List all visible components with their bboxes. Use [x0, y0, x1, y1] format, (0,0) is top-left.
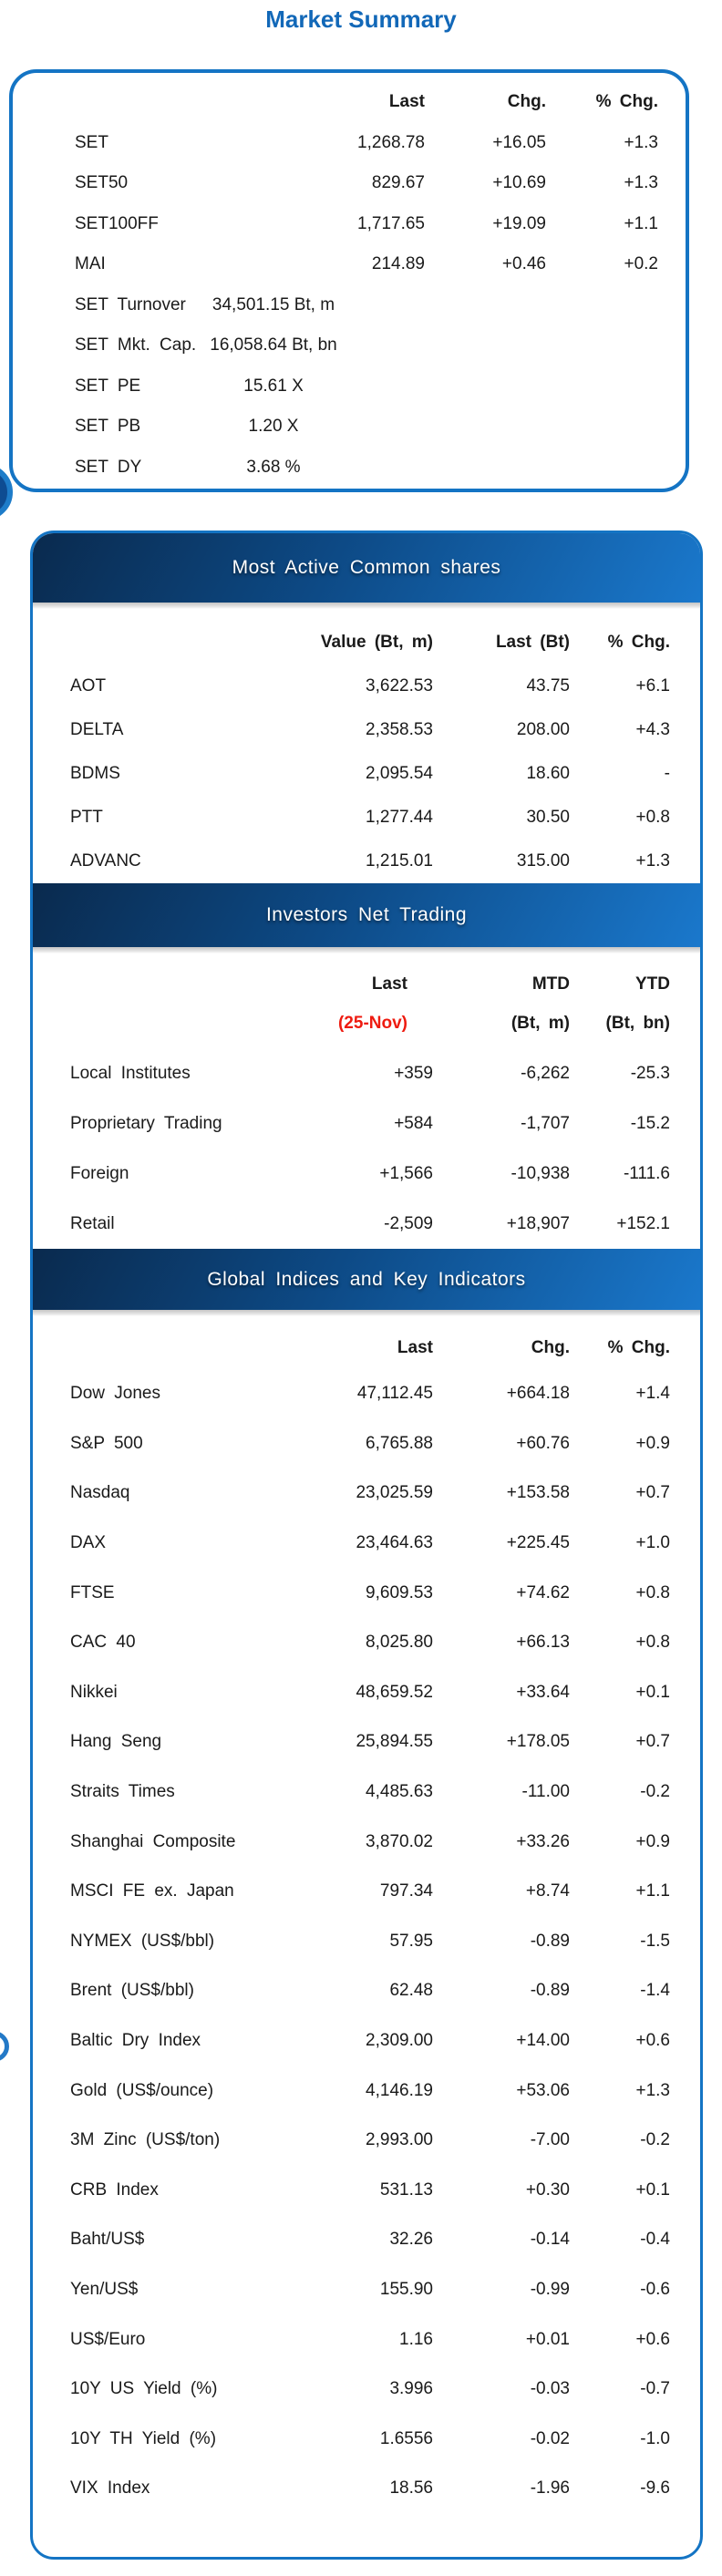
column-header-pct: % Chg. [607, 633, 670, 652]
row-label: Proprietary Trading [70, 1113, 222, 1133]
cell-last: 214.89 [371, 254, 425, 274]
row-label: Foreign [70, 1163, 129, 1183]
cell-last: 797.34 [379, 1881, 433, 1901]
column-header-mtd: MTD [531, 974, 570, 994]
cell-pct: +1.3 [624, 132, 658, 152]
cell-last: 155.90 [379, 2279, 433, 2299]
cell-value: 3,622.53 [366, 676, 433, 696]
cell-value: 16,058.64 Bt, bn [210, 335, 337, 355]
row-label: Gold (US$/ounce) [70, 2080, 214, 2100]
cell-chg: +60.76 [516, 1433, 570, 1453]
row-label: Yen/US$ [70, 2279, 139, 2299]
table-row [33, 2365, 700, 2415]
cell-chg: -0.14 [530, 2230, 570, 2250]
table-row-merged [13, 325, 686, 366]
cell-pct: -1.5 [640, 1931, 670, 1951]
cell-pct: +4.3 [635, 720, 670, 739]
section-header-investors [33, 883, 700, 947]
row-label: SET100FF [75, 213, 159, 233]
row-label: SET Turnover [75, 294, 186, 314]
table-row [33, 1867, 700, 1917]
cell-last: -2,509 [384, 1213, 433, 1233]
table-row [13, 204, 686, 245]
row-label: ADVANC [70, 851, 141, 871]
cell-pct: -1.0 [640, 2428, 670, 2448]
cell-last: 57.95 [389, 1931, 433, 1951]
column-header-chg: Chg. [531, 1338, 570, 1357]
cell-chg: +8.74 [525, 1881, 570, 1901]
band-shadow [33, 947, 700, 953]
cell-pct: -9.6 [640, 2478, 670, 2499]
cell-value: 15.61 X [243, 376, 304, 396]
global-indices-table [33, 1316, 700, 2514]
cell-last: 3.996 [389, 2379, 433, 2399]
global-header-row [33, 1327, 700, 1369]
most-active-table [33, 609, 700, 883]
cell-last: 1,268.78 [357, 132, 425, 152]
cell-chg: +66.13 [516, 1633, 570, 1653]
table-row-merged [13, 285, 686, 326]
table-row [33, 1369, 700, 1419]
section-header-most-active [33, 533, 700, 603]
cell-mtd: +18,907 [506, 1213, 570, 1233]
table-row [33, 1419, 700, 1469]
row-label: CAC 40 [70, 1633, 136, 1653]
sections-container [30, 531, 703, 2560]
cell-value: 1,215.01 [366, 851, 433, 871]
row-label: Nikkei [70, 1682, 118, 1702]
cell-chg: +16.05 [492, 132, 546, 152]
cell-last: 18.56 [389, 2478, 433, 2499]
cell-chg: +74.62 [516, 1582, 570, 1602]
cell-chg: +664.18 [506, 1384, 570, 1404]
cell-last: 2,309.00 [366, 2031, 433, 2051]
cell-chg: -0.02 [530, 2428, 570, 2448]
table-row [33, 2116, 700, 2166]
table-row [33, 1519, 700, 1569]
cell-last: 315.00 [516, 851, 570, 871]
cell-pct: +1.3 [624, 173, 658, 193]
investors-header-row-2 [33, 1005, 700, 1043]
band-shadow [33, 1310, 700, 1316]
global-rows [33, 1369, 700, 2514]
cell-pct: +1.4 [635, 1384, 670, 1404]
cell-last: 6,765.88 [366, 1433, 433, 1453]
cell-chg: +178.05 [506, 1732, 570, 1752]
set-summary-header-row [13, 82, 686, 123]
cell-pct: -0.6 [640, 2279, 670, 2299]
cell-chg: +33.64 [516, 1682, 570, 1702]
cell-last: 8,025.80 [366, 1633, 433, 1653]
cell-value: 1,277.44 [366, 808, 433, 827]
row-label: 10Y US Yield (%) [70, 2379, 218, 2399]
cell-last: 43.75 [526, 676, 570, 696]
cell-last: +584 [394, 1113, 433, 1133]
row-label: DAX [70, 1533, 107, 1553]
investors-header-row-1 [33, 964, 700, 1005]
cell-pct: +0.6 [635, 2031, 670, 2051]
cell-chg: +14.00 [516, 2031, 570, 2051]
row-label: BDMS [70, 764, 120, 783]
table-row [13, 123, 686, 164]
row-label: SET [75, 132, 108, 152]
cell-chg: -7.00 [530, 2130, 570, 2150]
row-label: MAI [75, 254, 106, 274]
row-label: SET PE [75, 376, 141, 396]
column-header-last: Last [371, 974, 407, 994]
table-row [33, 2016, 700, 2066]
row-label: SET Mkt. Cap. [75, 335, 197, 355]
table-row [33, 1767, 700, 1818]
cell-chg: +10.69 [492, 173, 546, 193]
table-row [33, 2066, 700, 2116]
cell-pct: +0.1 [635, 1682, 670, 1702]
column-header-chg: Chg. [507, 92, 546, 112]
investors-table [33, 953, 700, 1249]
row-label: S&P 500 [70, 1433, 143, 1453]
cell-pct: -0.2 [640, 1782, 670, 1802]
table-row [33, 2314, 700, 2365]
row-label: Retail [70, 1213, 115, 1233]
cell-pct: +0.8 [635, 808, 670, 827]
cell-ytd: -15.2 [630, 1113, 670, 1133]
cell-pct: +1.0 [635, 1533, 670, 1553]
cell-chg: -1.96 [530, 2478, 570, 2499]
column-header-ytd: YTD [635, 974, 670, 994]
cell-pct: -0.2 [640, 2130, 670, 2150]
cell-last: 47,112.45 [356, 1384, 433, 1404]
row-label: Dow Jones [70, 1384, 160, 1404]
row-label: Local Institutes [70, 1063, 191, 1083]
set-stat-rows [13, 285, 686, 489]
row-label: CRB Index [70, 2179, 159, 2200]
cell-pct: +1.3 [635, 2080, 670, 2100]
column-header-mtd-unit: (Bt, m) [511, 1014, 570, 1033]
cell-last: +1,566 [379, 1163, 433, 1183]
row-label: Baltic Dry Index [70, 2031, 201, 2051]
cell-pct: -1.4 [640, 1981, 670, 2001]
cell-last: 9,609.53 [366, 1582, 433, 1602]
most-active-header-row [33, 621, 700, 665]
cell-pct: +0.1 [635, 2179, 670, 2200]
cell-chg: -0.03 [530, 2379, 570, 2399]
table-row [33, 2215, 700, 2265]
cell-chg: -11.00 [521, 1782, 570, 1802]
row-label: AOT [70, 676, 107, 696]
cell-chg: +0.46 [501, 254, 546, 274]
row-label: MSCI FE ex. Japan [70, 1881, 234, 1901]
cell-chg: -0.89 [530, 1931, 570, 1951]
cell-last: 3,870.02 [366, 1831, 433, 1851]
section-title: Most Active Common shares [232, 557, 501, 578]
table-row [13, 163, 686, 204]
cell-last: 1.16 [399, 2329, 433, 2349]
table-row [33, 1048, 700, 1098]
row-label: Nasdaq [70, 1483, 130, 1503]
investors-rows [33, 1048, 700, 1249]
table-row [33, 1668, 700, 1718]
cell-mtd: -10,938 [511, 1163, 570, 1183]
column-header-pct: % Chg. [595, 92, 658, 112]
cell-chg: +19.09 [492, 213, 546, 233]
cell-last: 25,894.55 [356, 1732, 433, 1752]
column-header-last: Last [397, 1338, 433, 1357]
table-row [33, 1618, 700, 1668]
table-row [33, 2464, 700, 2514]
band-shadow [33, 603, 700, 609]
cell-chg: +0.01 [525, 2329, 570, 2349]
cell-last: 4,146.19 [366, 2080, 433, 2100]
set-summary-table [9, 69, 689, 492]
cell-pct: - [664, 764, 670, 783]
row-label: 3M Zinc (US$/ton) [70, 2130, 221, 2150]
row-label: Baht/US$ [70, 2230, 145, 2250]
cell-pct: -0.7 [640, 2379, 670, 2399]
table-row [33, 1098, 700, 1149]
section-title: Investors Net Trading [265, 904, 468, 925]
set-index-rows [13, 123, 686, 285]
row-label: Shanghai Composite [70, 1831, 236, 1851]
cell-last: +359 [394, 1063, 433, 1083]
table-row [33, 1149, 700, 1199]
table-row [33, 708, 700, 752]
table-row [33, 752, 700, 796]
cell-last: 829.67 [371, 173, 425, 193]
cell-pct: +1.1 [624, 213, 658, 233]
table-row [33, 2414, 700, 2464]
cell-pct: +1.1 [635, 1881, 670, 1901]
row-label: 10Y TH Yield (%) [70, 2428, 217, 2448]
cell-value: 3.68 % [246, 457, 301, 477]
cell-last: 23,464.63 [356, 1533, 433, 1553]
cell-pct: +0.6 [635, 2329, 670, 2349]
cell-value: 2,358.53 [366, 720, 433, 739]
cell-pct: +0.7 [635, 1483, 670, 1503]
row-label: SET DY [75, 457, 142, 477]
cell-pct: +0.2 [624, 254, 658, 274]
cell-last: 2,993.00 [366, 2130, 433, 2150]
cell-ytd: -111.6 [623, 1163, 670, 1183]
cell-value: 34,501.15 Bt, m [211, 294, 335, 314]
table-row-merged [13, 366, 686, 407]
cell-chg: +225.45 [506, 1533, 570, 1553]
table-row [33, 2166, 700, 2216]
table-row [33, 1468, 700, 1519]
column-header-date: (25-Nov) [337, 1014, 407, 1033]
cell-ytd: +152.1 [616, 1213, 670, 1233]
row-label: FTSE [70, 1582, 115, 1602]
cell-chg: +0.30 [525, 2179, 570, 2200]
cell-last: 4,485.63 [366, 1782, 433, 1802]
decor-ring-circle [0, 2031, 9, 2062]
table-row [33, 1568, 700, 1618]
cell-pct: +6.1 [635, 676, 670, 696]
table-row [33, 796, 700, 840]
cell-last: 48,659.52 [356, 1682, 433, 1702]
cell-chg: +153.58 [506, 1483, 570, 1503]
row-label: Hang Seng [70, 1732, 162, 1752]
column-header-last: Last (Bt) [495, 633, 570, 652]
cell-pct: +0.9 [635, 1831, 670, 1851]
table-row-merged [13, 407, 686, 448]
cell-chg: -0.99 [530, 2279, 570, 2299]
cell-mtd: -6,262 [521, 1063, 570, 1083]
column-header-pct: % Chg. [607, 1338, 670, 1357]
cell-chg: -0.89 [530, 1981, 570, 2001]
row-label: US$/Euro [70, 2329, 146, 2349]
page-title: Market Summary [265, 5, 457, 33]
cell-mtd: -1,707 [521, 1113, 570, 1133]
section-header-global [33, 1249, 700, 1310]
row-label: Straits Times [70, 1782, 175, 1802]
table-row [33, 840, 700, 883]
table-row [33, 1717, 700, 1767]
cell-ytd: -25.3 [630, 1063, 670, 1083]
cell-pct: +1.3 [635, 851, 670, 871]
cell-value: 1.20 X [248, 417, 299, 437]
cell-last: 32.26 [389, 2230, 433, 2250]
column-header-ytd-unit: (Bt, bn) [605, 1014, 670, 1033]
row-label: SET50 [75, 173, 129, 193]
row-label: PTT [70, 808, 103, 827]
table-row [33, 1817, 700, 1867]
table-row [33, 1917, 700, 1967]
row-label: NYMEX (US$/bbl) [70, 1931, 215, 1951]
cell-chg: +33.26 [516, 1831, 570, 1851]
row-label: Brent (US$/bbl) [70, 1981, 194, 2001]
cell-last: 531.13 [379, 2179, 433, 2200]
table-row [33, 1199, 700, 1249]
cell-pct: +0.8 [635, 1582, 670, 1602]
table-row [13, 244, 686, 285]
row-label: SET PB [75, 417, 141, 437]
cell-pct: -0.4 [640, 2230, 670, 2250]
cell-last: 1,717.65 [357, 213, 425, 233]
cell-last: 30.50 [526, 808, 570, 827]
cell-value: 2,095.54 [366, 764, 433, 783]
row-label: VIX Index [70, 2478, 150, 2499]
row-label: DELTA [70, 720, 124, 739]
cell-last: 1.6556 [379, 2428, 433, 2448]
cell-last: 62.48 [389, 1981, 433, 2001]
cell-pct: +0.7 [635, 1732, 670, 1752]
most-active-rows [33, 665, 700, 883]
cell-last: 208.00 [516, 720, 570, 739]
cell-chg: +53.06 [516, 2080, 570, 2100]
cell-pct: +0.8 [635, 1633, 670, 1653]
column-header-value: Value (Bt, m) [320, 633, 433, 652]
column-header-last: Last [388, 92, 425, 112]
table-row [33, 2265, 700, 2315]
table-row [33, 665, 700, 708]
section-title: Global Indices and Key Indicators [207, 1268, 526, 1290]
table-row [33, 1966, 700, 2016]
table-row-merged [13, 448, 686, 489]
cell-last: 18.60 [526, 764, 570, 783]
cell-pct: +0.9 [635, 1433, 670, 1453]
cell-last: 23,025.59 [356, 1483, 433, 1503]
